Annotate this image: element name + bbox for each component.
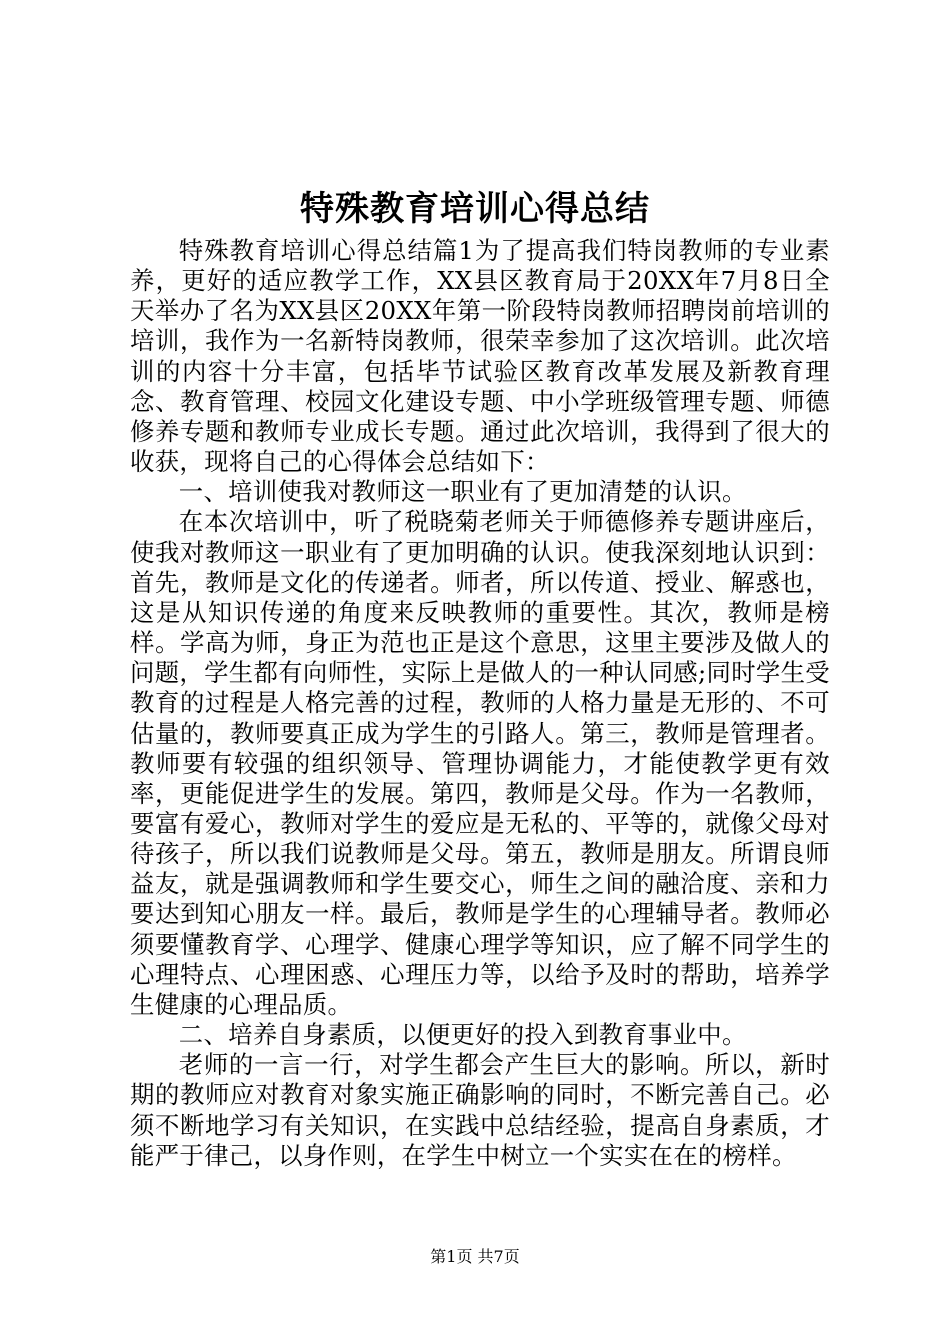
section-heading-1: 一、培训使我对教师这一职业有了更加清楚的认识。 <box>178 477 747 507</box>
document-body <box>130 236 830 1171</box>
paragraph-intro: 特殊教育培训心得总结篇1为了提高我们特岗教师的专业素养，更好的适应教学工作，XX县区教育局于20XX年7月8日全天举办了名为XX县区20XX年第一阶段特岗教师招聘岗前培训的培训，我作为一名新特岗教师，很荣幸参加了这次培训。此次培训的内容十分丰富，包括毕节试验区教育改革发展及新教育理念、教育管理、校园文化建设专题、中小学班级管理专题、师德修养专题和教师专业成长专题。通过此次培训，我得到了很大的收获，现将自己的心得体会总结如下： <box>130 236 830 477</box>
paragraph-section-1: 在本次培训中，听了税晓菊老师关于师德修养专题讲座后，使我对教师这一职业有了更加明确的认识。使我深刻地认识到：首先，教师是文化的传递者。师者，所以传道、授业、解惑也，这是从知识传递的角度来反映教师的重要性。其次，教师是榜样。学高为师，身正为范也正是这个意思，这里主要涉及做人的问题，学生都有向师性，实际上是做人的一种认同感;同时学生受教育的过程是人格完善的过程，教师的人格力量是无形的、不可估量的，教师要真正成为学生的引路人。第三，教师是管理者。教师要有较强的组织领导、管理协调能力，才能使教学更有效率，更能促进学生的发展。第四，教师是父母。作为一名教师，要富有爱心，教师对学生的爱应是无私的、平等的，就像父母对待孩子，所以我们说教师是父母。第五，教师是朋友。所谓良师益友，就是强调教师和学生要交心，师生之间的融洽度、亲和力要达到知心朋友一样。最后，教师是学生的心理辅导者。教师必须要懂教育学、心理学、健康心理学等知识，应了解不同学生的心理特点、心理困惑、心理压力等，以给予及时的帮助，培养学生健康的心理品质。 <box>130 507 830 1019</box>
section-heading-2: 二、培养自身素质，以便更好的投入到教育事业中。 <box>178 1020 747 1050</box>
paragraph-section-2: 老师的一言一行，对学生都会产生巨大的影响。所以，新时期的教师应对教育对象实施正确影响的同时，不断完善自己。必须不断地学习有关知识，在实践中总结经验，提高自身素质，才能严于律己，以身作则，在学生中树立一个实实在在的榜样。 <box>130 1050 830 1170</box>
document-title: 特殊教育培训心得总结 <box>300 189 650 229</box>
page-footer: 第1页 共7页 <box>430 1247 520 1266</box>
